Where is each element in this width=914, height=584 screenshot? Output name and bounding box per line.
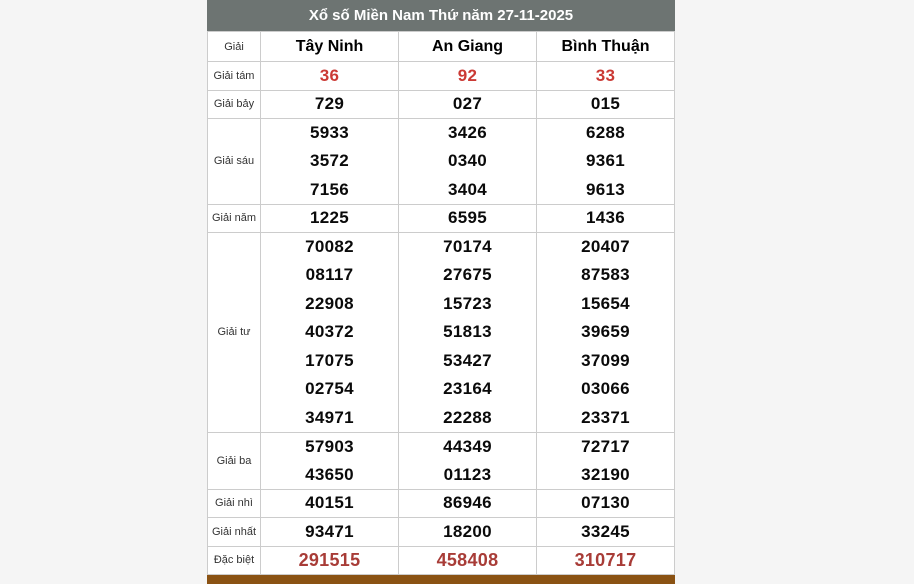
prize-value-cell: 291515 bbox=[261, 546, 399, 575]
prize-value-cell: 08117 bbox=[261, 261, 399, 290]
prize-value-cell: 0340 bbox=[399, 147, 537, 176]
prize-label-cell: Giải bảy bbox=[208, 90, 261, 119]
prize-value-cell: 34971 bbox=[261, 404, 399, 433]
prize-value-cell: 33245 bbox=[537, 518, 675, 547]
prize-value-cell: 27675 bbox=[399, 261, 537, 290]
table-row bbox=[208, 147, 675, 176]
prize-label-cell: Giải năm bbox=[208, 204, 261, 233]
table-row bbox=[208, 546, 675, 575]
prize-value-cell: 57903 bbox=[261, 432, 399, 461]
prize-value-cell: 39659 bbox=[537, 318, 675, 347]
prize-value-cell: 6288 bbox=[537, 119, 675, 148]
prize-label-cell: Giải nhì bbox=[208, 489, 261, 518]
prize-label-cell: Giải ba bbox=[208, 432, 261, 489]
table-row bbox=[208, 432, 675, 461]
prize-value-cell: 7156 bbox=[261, 176, 399, 205]
prize-value-cell: 70174 bbox=[399, 233, 537, 262]
prize-label-cell: Đặc biệt bbox=[208, 546, 261, 575]
footer-bar bbox=[207, 575, 675, 584]
table-row bbox=[208, 461, 675, 490]
prize-value-cell: 44349 bbox=[399, 432, 537, 461]
prize-value-cell: 15654 bbox=[537, 290, 675, 319]
prize-value-cell: 37099 bbox=[537, 347, 675, 376]
lottery-results-panel bbox=[207, 0, 675, 584]
prize-label-cell: Giải tám bbox=[208, 62, 261, 91]
prize-value-cell: 72717 bbox=[537, 432, 675, 461]
table-row bbox=[208, 318, 675, 347]
prize-value-cell: 6595 bbox=[399, 204, 537, 233]
prize-value-cell: 40372 bbox=[261, 318, 399, 347]
prize-value-cell: 1436 bbox=[537, 204, 675, 233]
prize-value-cell: 53427 bbox=[399, 347, 537, 376]
prize-value-cell: 17075 bbox=[261, 347, 399, 376]
table-row bbox=[208, 404, 675, 433]
prize-value-cell: 87583 bbox=[537, 261, 675, 290]
prize-value-cell: 458408 bbox=[399, 546, 537, 575]
prize-value-cell: 22288 bbox=[399, 404, 537, 433]
prize-value-cell: 5933 bbox=[261, 119, 399, 148]
table-row bbox=[208, 204, 675, 233]
table-row bbox=[208, 233, 675, 262]
prize-value-cell: 22908 bbox=[261, 290, 399, 319]
table-row bbox=[208, 290, 675, 319]
province-column-header: Bình Thuận bbox=[537, 32, 675, 62]
prize-value-cell: 23164 bbox=[399, 375, 537, 404]
prize-value-cell: 9361 bbox=[537, 147, 675, 176]
table-row bbox=[208, 261, 675, 290]
prize-value-cell: 43650 bbox=[261, 461, 399, 490]
prize-label-cell: Giải nhất bbox=[208, 518, 261, 547]
prize-value-cell: 9613 bbox=[537, 176, 675, 205]
table-row bbox=[208, 62, 675, 91]
table-row bbox=[208, 518, 675, 547]
prize-value-cell: 15723 bbox=[399, 290, 537, 319]
prize-value-cell: 51813 bbox=[399, 318, 537, 347]
prize-value-cell: 729 bbox=[261, 90, 399, 119]
prize-value-cell: 310717 bbox=[537, 546, 675, 575]
prize-value-cell: 20407 bbox=[537, 233, 675, 262]
table-row bbox=[208, 176, 675, 205]
prize-value-cell: 3404 bbox=[399, 176, 537, 205]
prize-value-cell: 18200 bbox=[399, 518, 537, 547]
prize-value-cell: 32190 bbox=[537, 461, 675, 490]
table-row bbox=[208, 119, 675, 148]
prize-label-cell: Giải tư bbox=[208, 233, 261, 433]
prize-value-cell: 02754 bbox=[261, 375, 399, 404]
table-row bbox=[208, 90, 675, 119]
prize-value-cell: 3572 bbox=[261, 147, 399, 176]
prize-value-cell: 86946 bbox=[399, 489, 537, 518]
prize-value-cell: 3426 bbox=[399, 119, 537, 148]
table-row bbox=[208, 489, 675, 518]
prize-value-cell: 01123 bbox=[399, 461, 537, 490]
table-title: Xổ số Miền Nam Thứ năm 27-11-2025 bbox=[207, 0, 675, 31]
province-column-header: Tây Ninh bbox=[261, 32, 399, 62]
prize-label-cell: Giải sáu bbox=[208, 119, 261, 205]
prize-value-cell: 70082 bbox=[261, 233, 399, 262]
table-header bbox=[208, 32, 675, 62]
prize-value-cell: 93471 bbox=[261, 518, 399, 547]
table-body bbox=[208, 62, 675, 575]
province-column-header: An Giang bbox=[399, 32, 537, 62]
header-row bbox=[208, 32, 675, 62]
prize-value-cell: 36 bbox=[261, 62, 399, 91]
lottery-table bbox=[207, 31, 675, 575]
prize-value-cell: 015 bbox=[537, 90, 675, 119]
table-row bbox=[208, 375, 675, 404]
prize-value-cell: 07130 bbox=[537, 489, 675, 518]
prize-value-cell: 92 bbox=[399, 62, 537, 91]
prize-value-cell: 23371 bbox=[537, 404, 675, 433]
table-row bbox=[208, 347, 675, 376]
prize-value-cell: 1225 bbox=[261, 204, 399, 233]
prize-column-header: Giải bbox=[208, 32, 261, 62]
prize-value-cell: 03066 bbox=[537, 375, 675, 404]
prize-value-cell: 33 bbox=[537, 62, 675, 91]
prize-value-cell: 40151 bbox=[261, 489, 399, 518]
prize-value-cell: 027 bbox=[399, 90, 537, 119]
